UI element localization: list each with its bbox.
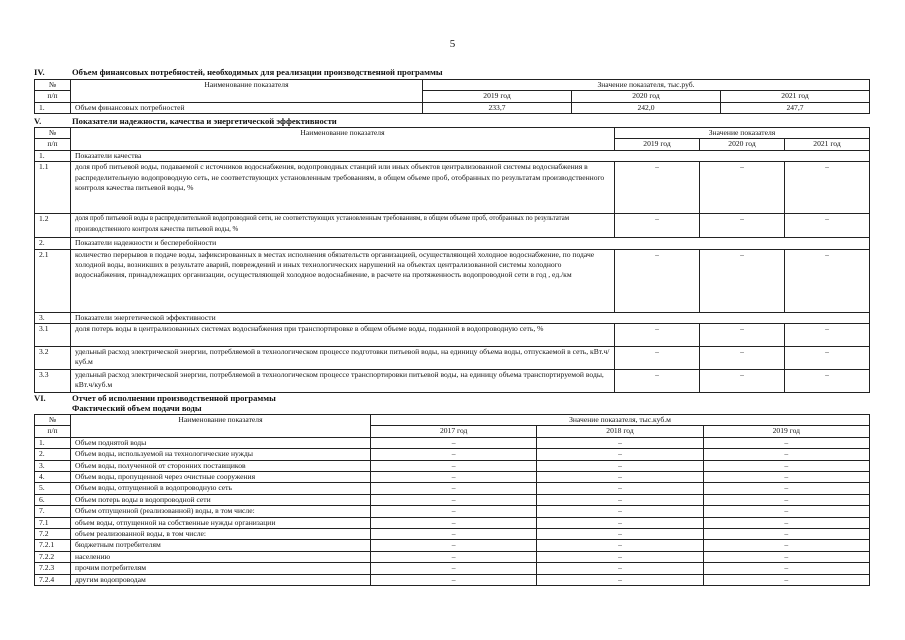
row-number: 1. [35, 102, 71, 113]
row-number: 7.2 [35, 529, 71, 540]
row-value: – [700, 347, 785, 370]
table-row [35, 102, 870, 113]
table-row [35, 506, 870, 517]
row-value: – [703, 574, 869, 585]
row-value: – [371, 506, 537, 517]
row-number: 7. [35, 506, 71, 517]
row-number: 3. [35, 312, 71, 323]
row-value: – [785, 214, 870, 238]
row-name: количество перерывов в подаче воды, зафиксированных в местах исполнения обязательств организацией, осуществляющей холодное водоснабжение, по подаче холодной воды, возникших в результате аварий, повреждений и иных технологических нарушений на объектах централизованной системы холодного водоснабжения, принадлежащих организации, осуществляющей холодное водоснабжение, в расчете на протяженность водопроводной сети в год , ед./км [71, 249, 615, 312]
row-value: – [537, 460, 703, 471]
row-number: 7.2.2 [35, 551, 71, 562]
group-heading: Показатели энергетической эффективности [71, 312, 870, 323]
year-header: 2021 год [721, 91, 870, 102]
row-value: – [785, 162, 870, 214]
section-iv-title: Объем финансовых потребностей, необходимых для реализации производственной программы [72, 67, 443, 77]
table-row [35, 437, 870, 448]
row-value: – [371, 517, 537, 528]
row-name: Объем потерь воды в водопроводной сети [71, 494, 371, 505]
financial-needs-table [34, 79, 870, 114]
row-value: – [703, 449, 869, 460]
year-header: 2018 год [537, 426, 703, 437]
row-value: – [785, 249, 870, 312]
section-vi-title: Отчет об исполнении производственной программы [72, 393, 276, 403]
row-value: – [537, 563, 703, 574]
row-value: – [537, 472, 703, 483]
section-vi-subtitle: Фактический объем подачи воды [72, 403, 202, 413]
row-value: – [615, 162, 700, 214]
col-value-header: Значение показателя [615, 128, 870, 139]
col-num-header-sub: п/п [35, 426, 71, 437]
row-value: – [615, 249, 700, 312]
table-row [35, 449, 870, 460]
row-value: – [537, 529, 703, 540]
row-value: – [700, 214, 785, 238]
row-value: – [537, 574, 703, 585]
row-value: – [537, 483, 703, 494]
water-supply-volume-table [34, 414, 870, 586]
table-row [35, 472, 870, 483]
row-value: – [700, 370, 785, 393]
row-number: 7.1 [35, 517, 71, 528]
row-value: 233,7 [423, 102, 572, 113]
row-value: – [537, 551, 703, 562]
col-num-header-sub: п/п [35, 139, 71, 150]
row-value: – [703, 540, 869, 551]
row-number: 7.2.3 [35, 563, 71, 574]
col-name-header: Наименование показателя [71, 80, 423, 103]
row-value: – [371, 540, 537, 551]
row-value: – [703, 506, 869, 517]
section-v-number: V. [34, 116, 42, 126]
year-header: 2019 год [703, 426, 869, 437]
row-name: удельный расход электрической энергии, потребляемой в технологическом процессе транспортировки питьевой воды, на единицу объема транспортируемой воды, кВт.ч/куб.м [71, 370, 615, 393]
row-name: бюджетным потребителям [71, 540, 371, 551]
row-value: 242,0 [572, 102, 721, 113]
section-vi-heading [34, 393, 276, 403]
row-value: – [371, 437, 537, 448]
row-name: Объем воды, отпущенной в водопроводную сеть [71, 483, 371, 494]
row-name: Объем воды, полученной от сторонних поставщиков [71, 460, 371, 471]
section-vi-number: VI. [34, 393, 46, 403]
row-value: – [700, 249, 785, 312]
row-value: – [703, 472, 869, 483]
row-value: – [371, 563, 537, 574]
table-row [35, 214, 870, 238]
col-value-header: Значение показателя, тыс.куб.м [371, 415, 870, 426]
year-header: 2019 год [615, 139, 700, 150]
row-value: – [537, 449, 703, 460]
table-row [35, 460, 870, 471]
year-header: 2021 год [785, 139, 870, 150]
table-row [35, 312, 870, 323]
year-header: 2020 год [700, 139, 785, 150]
table-row [35, 370, 870, 393]
row-number: 4. [35, 472, 71, 483]
group-heading: Показатели надежности и бесперебойности [71, 238, 870, 249]
section-iv-number: IV. [34, 67, 45, 77]
row-name: прочим потребителям [71, 563, 371, 574]
table-row [35, 162, 870, 214]
table-row [35, 347, 870, 370]
col-num-header: № [35, 415, 71, 426]
row-name: Объем финансовых потребностей [71, 102, 423, 113]
row-number: 1. [35, 437, 71, 448]
col-name-header: Наименование показателя [71, 415, 371, 438]
row-value: – [700, 324, 785, 347]
row-number: 1. [35, 150, 71, 161]
row-name: Объем отпущенной (реализованной) воды, в том числе: [71, 506, 371, 517]
row-number: 3.3 [35, 370, 71, 393]
section-iv-heading [34, 67, 443, 77]
section-v-title: Показатели надежности, качества и энергетической эффективности [72, 116, 337, 126]
row-name: Объем поднятой воды [71, 437, 371, 448]
row-number: 7.2.4 [35, 574, 71, 585]
table-row [35, 494, 870, 505]
row-value: – [703, 494, 869, 505]
row-number: 2.1 [35, 249, 71, 312]
row-number: 3.2 [35, 347, 71, 370]
row-value: – [371, 449, 537, 460]
row-value: – [371, 472, 537, 483]
page-number: 5 [449, 38, 456, 50]
row-name: населению [71, 551, 371, 562]
row-name: Объем воды, используемой на технологические нужды [71, 449, 371, 460]
table-row [35, 483, 870, 494]
col-name-header: Наименование показателя [71, 128, 615, 151]
table-row [35, 150, 870, 161]
row-value: – [537, 437, 703, 448]
row-value: – [371, 551, 537, 562]
row-value: – [703, 460, 869, 471]
table-row [35, 574, 870, 585]
row-number: 1.2 [35, 214, 71, 238]
row-name: доля потерь воды в централизованных системах водоснабжения при транспортировке в общем объеме воды, поданной в водопроводную сеть, % [71, 324, 615, 347]
table-row [35, 238, 870, 249]
row-value: – [703, 529, 869, 540]
row-value: – [615, 370, 700, 393]
year-header: 2019 год [423, 91, 572, 102]
table-row [35, 540, 870, 551]
row-value: 247,7 [721, 102, 870, 113]
row-value: – [703, 517, 869, 528]
row-value: – [703, 483, 869, 494]
row-value: – [537, 517, 703, 528]
reliability-indicators-table [34, 127, 870, 393]
col-num-header: № [35, 128, 71, 139]
row-name: объем реализованной воды, в том числе: [71, 529, 371, 540]
row-value: – [537, 540, 703, 551]
row-value: – [700, 162, 785, 214]
table-row [35, 551, 870, 562]
group-heading: Показатели качества [71, 150, 870, 161]
row-value: – [537, 494, 703, 505]
row-value: – [785, 370, 870, 393]
table-row [35, 563, 870, 574]
row-number: 3.1 [35, 324, 71, 347]
row-number: 5. [35, 483, 71, 494]
col-value-header: Значение показателя, тыс.руб. [423, 80, 870, 91]
table-row [35, 249, 870, 312]
col-num-header-sub: п/п [35, 91, 71, 102]
row-number: 1.1 [35, 162, 71, 214]
row-value: – [371, 494, 537, 505]
row-name: объем воды, отпущенной на собственные нужды организации [71, 517, 371, 528]
section-v-heading [34, 116, 337, 126]
row-value: – [371, 460, 537, 471]
year-header: 2020 год [572, 91, 721, 102]
row-value: – [537, 506, 703, 517]
table-row [35, 324, 870, 347]
row-value: – [785, 347, 870, 370]
row-number: 3. [35, 460, 71, 471]
year-header: 2017 год [371, 426, 537, 437]
col-num-header: № [35, 80, 71, 91]
table-row [35, 529, 870, 540]
row-value: – [371, 529, 537, 540]
row-number: 7.2.1 [35, 540, 71, 551]
row-value: – [371, 483, 537, 494]
row-value: – [615, 214, 700, 238]
row-number: 6. [35, 494, 71, 505]
row-value: – [615, 324, 700, 347]
row-name: Объем воды, пропущенной через очистные сооружения [71, 472, 371, 483]
row-number: 2. [35, 449, 71, 460]
row-name: удельный расход электрической энергии, потребляемой в технологическом процессе подготовки питьевой воды, на единицу объема воды, отпускаемой в сеть, кВт.ч/куб.м [71, 347, 615, 370]
table-row [35, 517, 870, 528]
row-value: – [615, 347, 700, 370]
row-name: доля проб питьевой воды в распределительной водопроводной сети, не соответствующих установленным требованиям, в общем объеме проб, отобранных по результатам производственного контроля качества питьевой воды, % [71, 214, 615, 238]
row-number: 2. [35, 238, 71, 249]
row-value: – [703, 437, 869, 448]
row-name: доля проб питьевой воды, подаваемой с источников водоснабжения, водопроводных станций или иных объектов централизованной системы водоснабжения в распределительную водопроводную сеть, не соответствующих установленным требованиям, в общем объеме проб, отобранных по результатам производственного контроля качества питьевой воды, % [71, 162, 615, 214]
row-value: – [703, 551, 869, 562]
row-value: – [785, 324, 870, 347]
row-value: – [703, 563, 869, 574]
row-name: другим водопроводам [71, 574, 371, 585]
row-value: – [371, 574, 537, 585]
